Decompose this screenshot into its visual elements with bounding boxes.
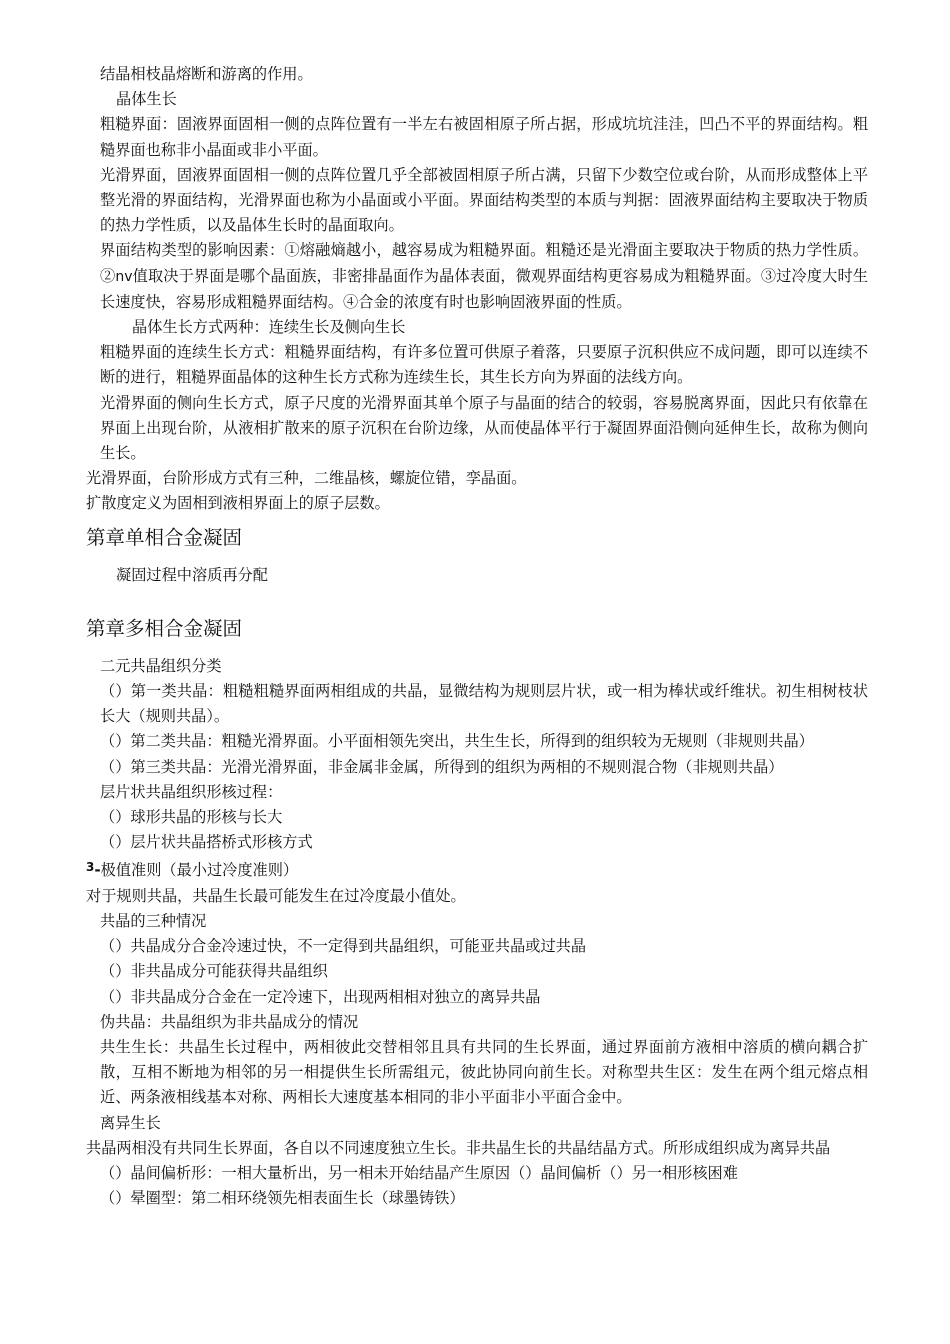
paragraph: 扩散度定义为固相到液相界面上的原子层数。 [86, 494, 390, 513]
list-item: （）球形共晶的形核与长大 [100, 808, 283, 827]
list-item: （）非共晶成分合金在一定冷速下，出现两相相对独立的离异共晶 [100, 987, 541, 1006]
paragraph [86, 238, 868, 315]
text-run: 界面结构类型的影响因素：①熔融熵越小，越容易成为粗糙界面。粗糙还是光滑面主要取决于物质的热力学性质。② [100, 241, 868, 285]
chapter-heading: 第章多相合金凝固 [86, 616, 243, 640]
section-heading: 离异生长 [100, 1113, 161, 1132]
heading-number: 3 [86, 860, 95, 875]
paragraph: 对于规则共晶，共晶生长最可能发生在过冷度最小值处。 [86, 886, 466, 905]
paragraph: 光滑界面的侧向生长方式，原子尺度的光滑界面其单个原子与晶面的结合的较弱，容易脱离界面，因此只有依靠在界面上出现台阶，从液相扩散来的原子沉积在台阶边缘，从而使晶体平行于凝固界面沿侧向延伸生长，故称为侧向生长。 [100, 393, 868, 463]
list-item: （）晕圈型：第二相环绕领先相表面生长（球墨铸铁） [100, 1189, 465, 1208]
nv-symbol: nv [115, 268, 133, 285]
section-heading: 凝固过程中溶质再分配 [116, 565, 268, 584]
list-item: （）第二类共晶：粗糙光滑界面。小平面相领先突出，共生生长，所得到的组织较为无规则（非规则共晶） [100, 732, 814, 751]
section-heading: 层片状共晶组织形核过程： [100, 782, 283, 801]
list-item: （）共晶成分合金冷速过快，不一定得到共晶组织，可能亚共晶或过共晶 [100, 937, 586, 956]
section-heading: 晶体生长方式两种：连续生长及侧向生长 [132, 318, 406, 337]
text-run: 值取决于界面是哪个晶面族，非密排晶面作为晶体表面，微观界面结构更容易成为粗糙界面。③过冷度大时生长速度快，容易形成粗糙界面结构。④合金的浓度有时也影响固液界面的性质。 [100, 266, 869, 311]
heading-text: 极值准则（最小过冷度准则） [100, 861, 299, 880]
paragraph: 结晶相枝晶熔断和游离的作用。 [100, 65, 313, 83]
paragraph: 共晶两相没有共同生长界面，各自以不同速度独立生长。非共晶生长的共晶结晶方式。所形成组织成为离异共晶 [86, 1138, 831, 1157]
list-item: （）晶间偏析形：一相大量析出，另一相未开始结晶产生原因（）晶间偏析（）另一相形核困难 [100, 1163, 738, 1182]
section-heading: 二元共晶组织分类 [100, 656, 222, 675]
document-page [86, 62, 868, 1211]
list-item: （）层片状共晶搭桥式形核方式 [100, 833, 313, 852]
list-item: （）非共晶成分可能获得共晶组织 [100, 962, 328, 981]
paragraph: 光滑界面，固液界面固相一侧的点阵位置几乎全部被固相原子所占满，只留下少数空位或台阶，从而形成整体上平整光滑的界面结构，光滑界面也称为小晶面或小平面。界面结构类型的本质与判据：固液界面结构主要取决于物质的热力学性质，以及晶体生长时的晶面取向。 [100, 165, 868, 235]
section-heading: 晶体生长 [116, 90, 177, 109]
paragraph: 粗糙界面的连续生长方式：粗糙界面结构，有许多位置可供原子着落，只要原子沉积供应不成问题，即可以连续不断的进行，粗糙界面晶体的这种生长方式称为连续生长，其生长方向为界面的法线方向。 [100, 343, 868, 387]
heading-dash: - [94, 861, 101, 880]
paragraph: 伪共晶：共晶组织为非共晶成分的情况 [100, 1012, 359, 1031]
chapter-heading: 第章单相合金凝固 [86, 525, 243, 549]
paragraph: 共生生长：共晶生长过程中，两相彼此交替相邻且具有共同的生长界面，通过界面前方液相中溶质的横向耦合扩散，互相不断地为相邻的另一相提供生长所需组元，彼此协同向前生长。对称型共生区：发生在两个组元熔点相近、两条液相线基本对称、两相长大速度基本相同的非小平面非小平面合金中。 [100, 1037, 868, 1107]
paragraph: 光滑界面，台阶形成方式有三种，二维晶核，螺旋位错，孪晶面。 [86, 469, 527, 488]
section-heading: 共晶的三种情况 [100, 911, 207, 930]
section-heading [86, 855, 868, 883]
paragraph: 粗糙界面：固液界面固相一侧的点阵位置有一半左右被固相原子所占据，形成坑坑洼洼，凹凸不平的界面结构。粗糙界面也称非小晶面或非小平面。 [100, 115, 868, 159]
list-item: （）第三类共晶：光滑光滑界面，非金属非金属，所得到的组织为两相的不规则混合物（非规则共晶） [100, 757, 784, 776]
list-item: （）第一类共晶：粗糙粗糙界面两相组成的共晶，显微结构为规则层片状，或一相为棒状或纤维状。初生相树枝状长大（规则共晶）。 [100, 682, 868, 726]
